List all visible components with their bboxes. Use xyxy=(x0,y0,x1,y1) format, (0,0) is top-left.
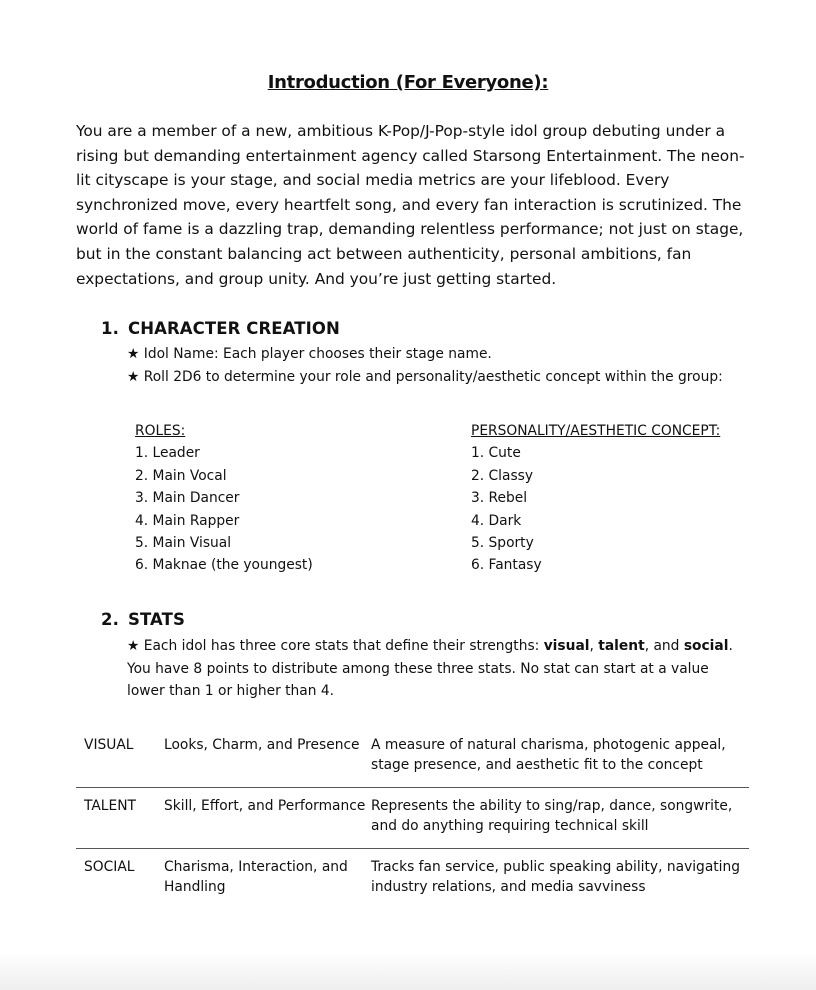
section-heading-stats xyxy=(101,610,185,629)
stat-desc: Represents the ability to sing/rap, dance, songwrite, and do anything requiring technical skill xyxy=(371,788,749,849)
list-item: 1. Leader xyxy=(135,445,200,462)
section-heading-character-creation xyxy=(101,319,340,338)
stat-desc: Tracks fan service, public speaking ability, navigating industry relations, and media savviness xyxy=(371,849,749,910)
page-title: Introduction (For Everyone): xyxy=(267,72,549,93)
stat-desc: A measure of natural charisma, photogenic appeal, stage presence, and aesthetic fit to the concept xyxy=(371,737,726,773)
page-bottom-shadow xyxy=(0,952,816,990)
list-item: 1. Cute xyxy=(471,445,521,462)
list-item: 5. Main Visual xyxy=(135,535,232,552)
bullet-text: , and xyxy=(644,638,684,654)
list-item: 6. Maknae (the youngest) xyxy=(135,557,313,574)
bullet-text: ★ Each idol has three core stats that define their strengths: xyxy=(127,638,544,654)
table-row xyxy=(76,788,749,849)
list-item: 4. Dark xyxy=(471,512,522,529)
section-title: CHARACTER CREATION xyxy=(128,319,340,338)
concepts-header: PERSONALITY/AESTHETIC CONCEPT: xyxy=(471,423,721,439)
bullet-text: , xyxy=(589,638,599,654)
intro-paragraph: You are a member of a new, ambitious K-Pop/J-Pop-style idol group debuting under a rising but demanding entertainment agency called Starsong Entertainment. The neon-lit cityscape is your stage, and social media metrics are your lifeblood. Every synchronized move, every heartfelt song, and every fan interaction is scrutinized. The world of fame is a dazzling trap, demanding relentless performance; not just on stage, but in the constant balancing act between authenticity, personal ambitions, fan expectations, and group unity. And you’re just getting started. xyxy=(76,122,745,288)
table-row xyxy=(76,728,749,788)
stat-keyword-talent: talent xyxy=(598,638,645,654)
section-number: 2. xyxy=(101,610,119,629)
bullet-idol-name: ★ Idol Name: Each player chooses their stage name. xyxy=(127,346,492,362)
section-title: STATS xyxy=(128,610,185,629)
stats-table xyxy=(76,728,749,909)
bullet-stats-description xyxy=(127,635,747,703)
bullet-text: . You have 8 points to distribute among these three stats. No stat can start at a value lower than 1 or higher than 4. xyxy=(127,638,733,699)
table-row xyxy=(76,849,749,910)
bullet-roll-2d6: ★ Roll 2D6 to determine your role and personality/aesthetic concept within the group: xyxy=(127,369,723,385)
stat-name: SOCIAL xyxy=(76,849,164,910)
stat-name: VISUAL xyxy=(84,737,134,753)
stat-short: Charisma, Interaction, and Handling xyxy=(164,849,371,910)
concepts-list xyxy=(471,420,720,577)
list-item: 2. Main Vocal xyxy=(135,467,227,484)
list-item: 4. Main Rapper xyxy=(135,512,240,529)
roles-list xyxy=(135,420,313,577)
list-item: 3. Main Dancer xyxy=(135,490,240,507)
roles-header: ROLES: xyxy=(135,423,186,439)
list-item: 2. Classy xyxy=(471,467,534,484)
stat-keyword-visual: visual xyxy=(543,638,590,654)
stat-keyword-social: social xyxy=(683,638,729,654)
stat-short: Skill, Effort, and Performance xyxy=(164,788,371,849)
list-item: 6. Fantasy xyxy=(471,557,542,574)
stat-name: TALENT xyxy=(76,788,164,849)
section-number: 1. xyxy=(101,319,119,338)
stat-short: Looks, Charm, and Presence xyxy=(164,737,360,753)
list-item: 3. Rebel xyxy=(471,490,528,507)
list-item: 5. Sporty xyxy=(471,535,534,552)
